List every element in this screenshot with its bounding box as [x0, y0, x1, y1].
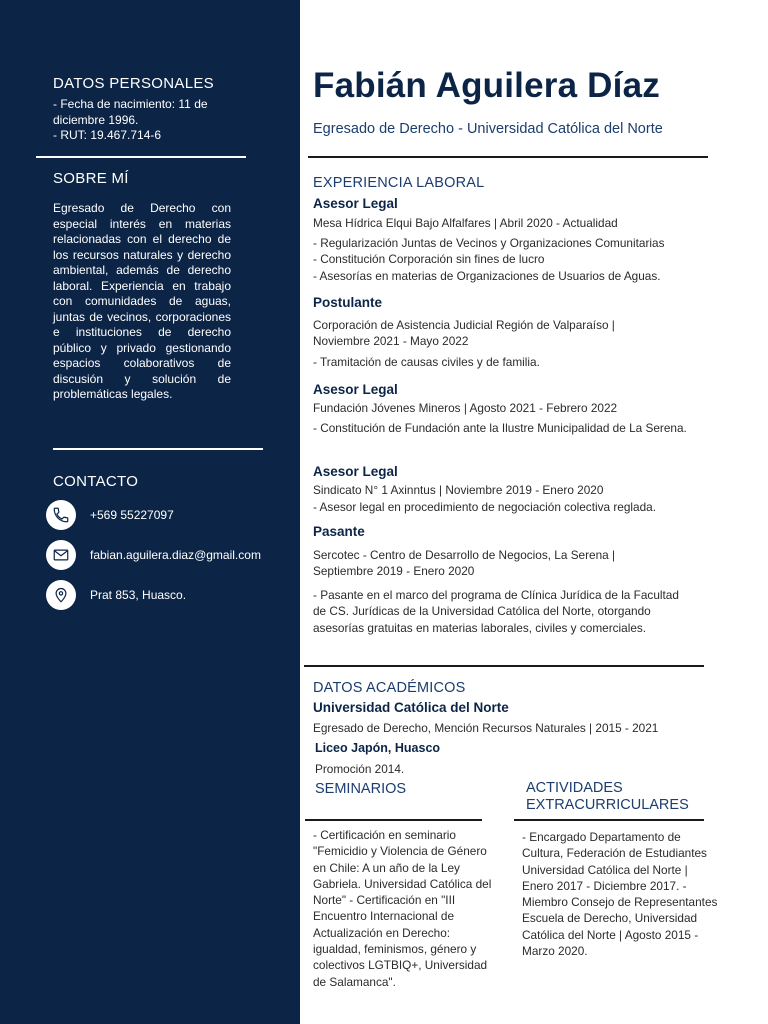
mail-icon	[46, 540, 76, 570]
contact-phone[interactable]	[46, 499, 174, 531]
email-address: fabian.aguilera.diaz@gmail.com	[90, 548, 261, 562]
divider	[514, 819, 704, 821]
divider	[36, 156, 246, 158]
rut-line: - RUT: 19.467.714-6	[53, 128, 162, 142]
job-title: Postulante	[313, 295, 383, 310]
job-bullet: - Tramitación de causas civiles y de familia.	[313, 355, 540, 369]
sidebar	[0, 0, 300, 1024]
candidate-name: Fabián Aguilera Díaz	[313, 66, 660, 105]
seminars-heading: SEMINARIOS	[315, 781, 407, 797]
job-org: Sindicato N° 1 Axinntus | Noviembre 2019 - Enero 2020	[313, 483, 604, 497]
academic-heading: DATOS ACADÉMICOS	[313, 680, 466, 696]
contact-address[interactable]	[46, 579, 186, 611]
divider	[308, 156, 708, 158]
job-bullet: - Constitución Corporación sin fines de lucro	[313, 252, 545, 267]
university-name: Universidad Católica del Norte	[313, 700, 509, 715]
birthdate-line-2: diciembre 1996.	[53, 112, 139, 127]
contact-heading: CONTACTO	[53, 473, 139, 490]
job-bullet: - Regularización Juntas de Vecinos y Organizaciones Comunitarias	[313, 236, 665, 250]
birthdate-line: - Fecha de nacimiento: 11 de	[53, 97, 208, 111]
job-bullet: - Asesor legal en procedimiento de negociación colectiva reglada.	[313, 500, 656, 514]
job-org: Corporación de Asistencia Judicial Región de Valparaíso | Noviembre 2021 - Mayo 2022	[313, 318, 615, 349]
address: Prat 853, Huasco.	[90, 588, 187, 602]
school-year: Promoción 2014.	[315, 762, 405, 776]
job-org: Sercotec - Centro de Desarrollo de Negocios, La Serena | Septiembre 2019 - Enero 2020	[313, 548, 616, 579]
job-bullets	[313, 235, 713, 284]
divider	[53, 448, 263, 450]
location-pin-icon	[46, 580, 76, 610]
job-title: Pasante	[313, 524, 365, 539]
school-name: Liceo Japón, Huasco	[315, 741, 441, 755]
job-title: Asesor Legal	[313, 382, 398, 397]
phone-number: +569 55227097	[90, 508, 174, 522]
divider	[304, 665, 704, 667]
activities-heading: ACTIVIDADES EXTRACURRICULARES	[526, 780, 689, 813]
phone-icon	[46, 500, 76, 530]
job-org: Mesa Hídrica Elqui Bajo Alfalfares | Abril 2020 - Actualidad	[313, 216, 618, 230]
job-title: Asesor Legal	[313, 196, 398, 211]
experience-heading: EXPERIENCIA LABORAL	[313, 175, 485, 191]
personal-data-heading: DATOS PERSONALES	[53, 75, 214, 92]
about-heading: SOBRE MÍ	[53, 170, 129, 187]
candidate-subtitle: Egresado de Derecho - Universidad Católica del Norte	[313, 121, 663, 137]
job-bullet: - Asesorías en materias de Organizaciones de Usuarios de Aguas.	[313, 268, 661, 283]
job-bullet: - Constitución de Fundación ante la Ilustre Municipalidad de La Serena.	[313, 421, 687, 435]
activities-text: - Encargado Departamento de Cultura, Federación de Estudiantes Universidad Católica del Norte | Enero 2017 - Diciembre 2017. - Miembro Consejo de Representantes Escuela de Derecho, Universidad Católica del Norte | Agosto 2015 - Marzo 2020.	[522, 830, 718, 959]
personal-data	[53, 97, 253, 144]
contact-email[interactable]	[46, 539, 261, 571]
seminars-text: - Certificación en seminario "Femicidio y Violencia de Género en Chile: A un año de la Ley Gabriela. Universidad Católica del Norte" - Certificación en "III Encuentro Internacional de Actualización en Derecho: igualdad, feminismos, género y colectivos LGTBIQ+, Universidad de Salamanca".	[313, 828, 492, 989]
job-bullet: - Pasante en el marco del programa de Clínica Jurídica de la Facultad de CS. Jurídicas de la Universidad Católica del Norte, otorgando asesorías gratuitas en materias laborales, civiles y comerciales.	[313, 588, 679, 635]
degree: Egresado de Derecho, Mención Recursos Naturales | 2015 - 2021	[313, 721, 659, 735]
about-text: Egresado de Derecho con especial interés en materias relacionadas con el derecho de los recursos naturales y derecho ambiental, además de derecho laboral. Experiencia en trabajo con comunidades de aguas, juntas de vecinos, corporaciones e instituciones de derecho público y privado gestionando espacios colaborativos de discusión y solución de problemáticas legales.	[53, 201, 231, 401]
job-title: Asesor Legal	[313, 464, 398, 479]
job-org: Fundación Jóvenes Mineros | Agosto 2021 - Febrero 2022	[313, 401, 618, 415]
divider	[305, 819, 482, 821]
